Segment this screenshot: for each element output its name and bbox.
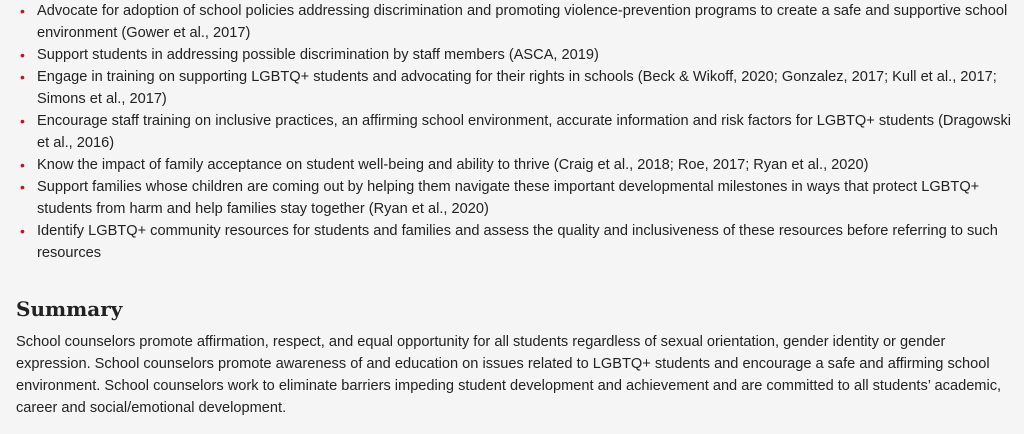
bullet-icon: • xyxy=(20,3,25,19)
list-item-text: Support students in addressing possible discrimination by staff members (ASCA, 2019) xyxy=(37,47,599,63)
list-item-text: Identify LGBTQ+ community resources for students and families and assess the quality and inclusiveness of these resources before referring to such resources xyxy=(37,223,998,261)
list-item-text: Engage in training on supporting LGBTQ+ students and advocating for their rights in schools (Beck & Wikoff, 2020; Gonzalez, 2017; Kull et al., 2017; Simons et al., 2017) xyxy=(37,69,997,107)
recommendations-list xyxy=(16,0,1016,264)
list-item xyxy=(16,44,1016,66)
bullet-icon: • xyxy=(20,179,25,195)
summary-paragraph: School counselors promote affirmation, respect, and equal opportunity for all students regardless of sexual orientation, gender identity or gender expression. School counselors promote awareness of and education on issues related to LGBTQ+ students and encourage a safe and affirming school environment. School counselors work to eliminate barriers impeding student development and achievement and are committed to all students’ academic, career and social/emotional development. xyxy=(16,334,1002,416)
list-item xyxy=(16,154,1016,176)
list-item-text: Support families whose children are coming out by helping them navigate these important developmental milestones in ways that protect LGBTQ+ students from harm and help families stay together (Ryan et al., 2020) xyxy=(37,179,980,217)
list-item-text: Know the impact of family acceptance on student well-being and ability to thrive (Craig et al., 2018; Roe, 2017; Ryan et al., 2020) xyxy=(37,157,869,173)
list-item xyxy=(16,0,1016,44)
list-item xyxy=(16,110,1016,154)
bullet-icon: • xyxy=(20,69,25,85)
list-item xyxy=(16,66,1016,110)
list-item xyxy=(16,176,1016,220)
bullet-icon: • xyxy=(20,223,25,239)
summary-heading: Summary xyxy=(16,297,123,321)
list-item xyxy=(16,220,1016,264)
bullet-icon: • xyxy=(20,157,25,173)
bullet-icon: • xyxy=(20,113,25,129)
list-item-text: Encourage staff training on inclusive practices, an affirming school environment, accurate information and risk factors for LGBTQ+ students (Dragowski et al., 2016) xyxy=(37,113,1012,151)
list-item-text: Advocate for adoption of school policies addressing discrimination and promoting violence-prevention programs to create a safe and supportive school environment (Gower et al., 2017) xyxy=(37,3,1008,41)
bullet-icon: • xyxy=(20,47,25,63)
